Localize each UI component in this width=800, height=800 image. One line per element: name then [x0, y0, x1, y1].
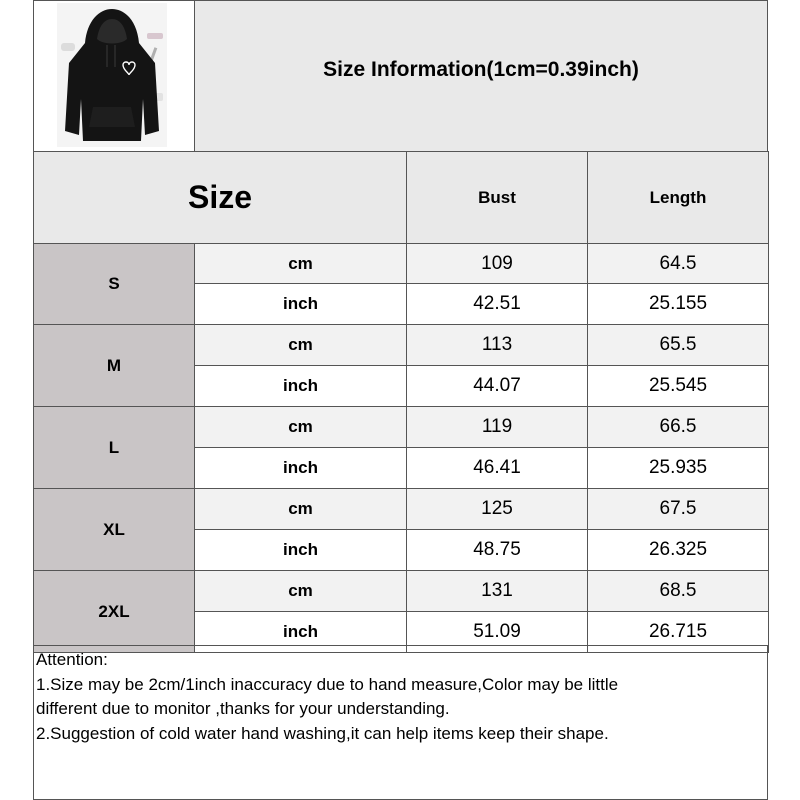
unit-inch: inch	[195, 448, 407, 489]
length-cm-value: 67.5	[588, 489, 769, 530]
size-label: XL	[34, 489, 195, 571]
size-label: 2XL	[34, 571, 195, 653]
size-table	[33, 151, 769, 653]
bust-header: Bust	[407, 152, 588, 244]
length-inch-value: 26.715	[588, 612, 769, 653]
length-cm-value: 66.5	[588, 407, 769, 448]
attention-heading: Attention:	[36, 650, 108, 669]
unit-cm: cm	[195, 489, 407, 530]
bust-inch-value: 44.07	[407, 366, 588, 407]
bust-inch-value: 51.09	[407, 612, 588, 653]
attention-notes	[36, 648, 756, 746]
bust-inch-value: 46.41	[407, 448, 588, 489]
unit-cm: cm	[195, 571, 407, 612]
bust-cm-value: 109	[407, 244, 588, 284]
unit-cm: cm	[195, 244, 407, 284]
unit-inch: inch	[195, 366, 407, 407]
note-line-3: 2.Suggestion of cold water hand washing,it can help items keep their shape.	[36, 723, 609, 743]
size-label: M	[34, 325, 195, 407]
length-inch-value: 25.935	[588, 448, 769, 489]
unit-inch: inch	[195, 612, 407, 653]
bust-inch-value: 42.51	[407, 284, 588, 325]
note-line-2: different due to monitor ,thanks for your understanding.	[36, 699, 450, 718]
size-label: S	[34, 244, 195, 325]
length-inch-value: 25.545	[588, 366, 769, 407]
length-inch-value: 25.155	[588, 284, 769, 325]
length-inch-value: 26.325	[588, 530, 769, 571]
unit-cm: cm	[195, 407, 407, 448]
unit-inch: inch	[195, 530, 407, 571]
bust-cm-value: 125	[407, 489, 588, 530]
size-header: Size	[34, 152, 407, 244]
note-line-1: 1.Size may be 2cm/1inch inaccuracy due to hand measure,Color may be little	[36, 674, 619, 694]
length-cm-value: 65.5	[588, 325, 769, 366]
size-label: L	[34, 407, 195, 489]
length-cm-value: 64.5	[588, 244, 769, 284]
bust-inch-value: 48.75	[407, 530, 588, 571]
bust-cm-value: 131	[407, 571, 588, 612]
length-header: Length	[588, 152, 769, 244]
bust-cm-value: 119	[407, 407, 588, 448]
bust-cm-value: 113	[407, 325, 588, 366]
length-cm-value: 68.5	[588, 571, 769, 612]
unit-cm: cm	[195, 325, 407, 366]
hoodie-image	[57, 3, 167, 147]
page-title: Size Information(1cm=0.39inch)	[323, 58, 639, 81]
unit-inch: inch	[195, 284, 407, 325]
